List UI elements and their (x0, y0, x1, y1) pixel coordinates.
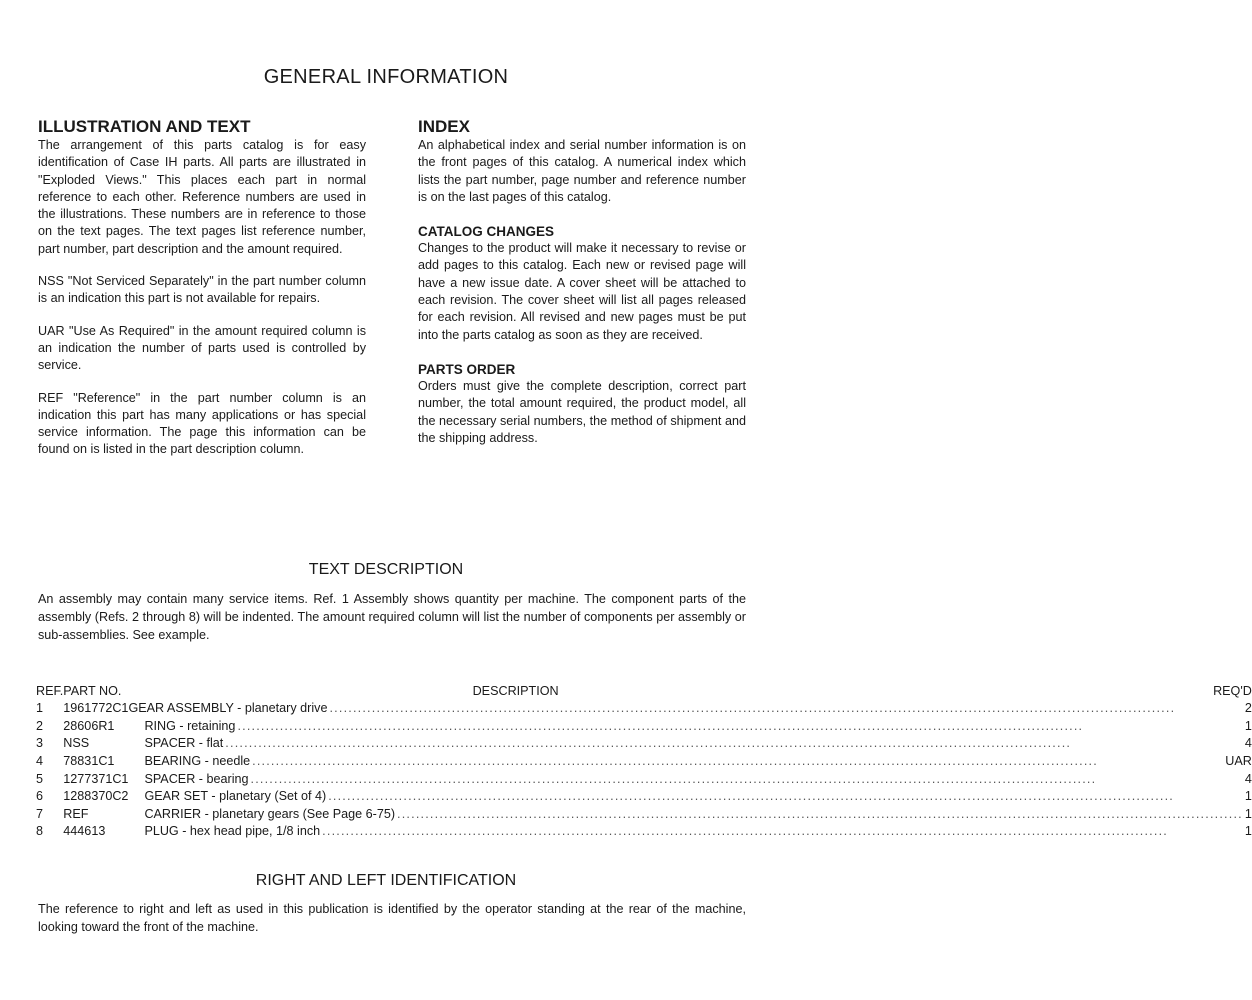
uar-text: "Use As Required" in the amount required column is an indication the number of parts used is controlled by service. (38, 323, 366, 373)
right-left-identification-heading: RIGHT AND LEFT IDENTIFICATION (255, 872, 517, 889)
header-reqd: REQ'D (1213, 683, 1252, 698)
row-description: GEAR ASSEMBLY - planetary drive (128, 701, 328, 716)
row-quantity: 1 (1244, 718, 1252, 733)
leader-dots (237, 719, 1242, 733)
table-row (36, 786, 1252, 804)
leader-dots (328, 789, 1243, 803)
row-quantity: 1 (1244, 824, 1252, 839)
illustration-heading: ILLUSTRATION AND TEXT (38, 117, 251, 136)
row-quantity: 4 (1244, 771, 1252, 786)
leader-dots (225, 736, 1243, 750)
row-quantity: 1 (1244, 789, 1252, 804)
table-header-row (36, 680, 1252, 698)
row-quantity: 1 (1244, 806, 1252, 821)
table-row (36, 803, 1252, 821)
row-ref: 7 (36, 806, 44, 821)
row-part-no: 444613 (63, 824, 106, 839)
page-title: GENERAL INFORMATION (263, 66, 509, 88)
index-heading: INDEX (418, 117, 470, 136)
leader-dots (251, 772, 1243, 786)
row-part-no: 1288370C2 (63, 789, 129, 804)
leader-dots (252, 754, 1223, 768)
leader-dots (397, 807, 1243, 821)
nss-term: NSS (38, 274, 64, 289)
text-description-paragraph: An assembly may contain many service items. Ref. 1 Assembly shows quantity per machine. The component parts of the assembly (Refs. 2 through 8) will be indented. The amount required column will list the number of components per assembly or sub-assemblies. See example. (38, 592, 746, 642)
row-description: RING - retaining (144, 718, 236, 733)
row-description: CARRIER - planetary gears (See Page 6-75) (144, 806, 396, 821)
parts-order-heading: PARTS ORDER (418, 361, 516, 377)
row-part-no: NSS (63, 736, 90, 751)
illustration-text: The arrangement of this parts catalog is for easy identification of Case IH parts. All parts are illustrated in "Exploded Views." This places each part in normal reference to each other. Reference numbers are used in the illustrations. These numbers are in reference to those on the text pages. The text pages list reference number, part number, part description and the amount required. (38, 138, 366, 256)
left-column (38, 117, 366, 459)
row-description: PLUG - hex head pipe, 1/8 inch (144, 824, 321, 839)
nss-paragraph (38, 273, 366, 308)
ref-text: "Reference" in the part number column is an indication this part has many applications or has special service information. The page this information can be found on is listed in the part description column. (38, 390, 366, 457)
uar-paragraph (38, 323, 366, 375)
row-ref: 8 (36, 824, 44, 839)
table-row (36, 750, 1252, 768)
row-description: GEAR SET - planetary (Set of 4) (144, 789, 327, 804)
row-ref: 6 (36, 789, 44, 804)
row-part-no: 1277371C1 (63, 771, 129, 786)
row-description: BEARING - needle (144, 753, 251, 768)
row-description: SPACER - flat (144, 736, 224, 751)
uar-term: UAR (38, 323, 65, 338)
index-text: An alphabetical index and serial number information is on the front pages of this catalog. A numerical index which lists the part number, page number and reference number is on the last pages of this catalog. (418, 138, 746, 204)
row-quantity: 2 (1244, 701, 1252, 716)
leader-dots (329, 701, 1242, 715)
nss-text: "Not Serviced Separately" in the part number column is an indication this part is not available for repairs. (38, 274, 367, 306)
header-ref: REF. (36, 683, 64, 698)
right-left-identification-text: The reference to right and left as used in this publication is identified by the operator standing at the rear of the machine, looking toward the front of the machine. (38, 902, 746, 934)
header-description: DESCRIPTION (472, 683, 559, 698)
row-ref: 2 (36, 718, 44, 733)
catalog-changes-text: Changes to the product will make it necessary to revise or add pages to this catalog. Each new or revised page will have a new issue date. A cover sheet will be attached to each revision. The cover sheet will list all pages released for each revision. All revised and new pages must be put into the parts catalog as soon as they are received. (418, 241, 746, 342)
ref-term: REF (38, 390, 64, 405)
row-ref: 5 (36, 771, 44, 786)
text-description-heading: TEXT DESCRIPTION (308, 561, 464, 578)
row-part-no: 78831C1 (63, 753, 115, 768)
right-column (418, 117, 746, 447)
table-row (36, 768, 1252, 786)
row-part-no: 28606R1 (63, 718, 115, 733)
row-quantity: 4 (1244, 736, 1252, 751)
row-ref: 4 (36, 753, 44, 768)
row-part-no: 1961772C1 (63, 701, 129, 716)
parts-order-text: Orders must give the complete description, correct part number, the total amount required, the product model, all the necessary serial numbers, the method of shipment and the shipping address. (418, 378, 746, 445)
table-row (36, 715, 1252, 733)
header-part-no: PART NO. (63, 683, 122, 698)
table-row (36, 733, 1252, 751)
row-ref: 3 (36, 736, 44, 751)
row-ref: 1 (36, 701, 44, 716)
table-row (36, 821, 1252, 839)
catalog-changes-heading: CATALOG CHANGES (418, 224, 554, 240)
row-part-no: REF (63, 806, 89, 821)
parts-example-table (36, 680, 1252, 838)
ref-paragraph (38, 390, 366, 459)
row-description: SPACER - bearing (144, 771, 249, 786)
row-quantity: UAR (1225, 753, 1252, 768)
table-row (36, 698, 1252, 716)
leader-dots (322, 824, 1243, 838)
